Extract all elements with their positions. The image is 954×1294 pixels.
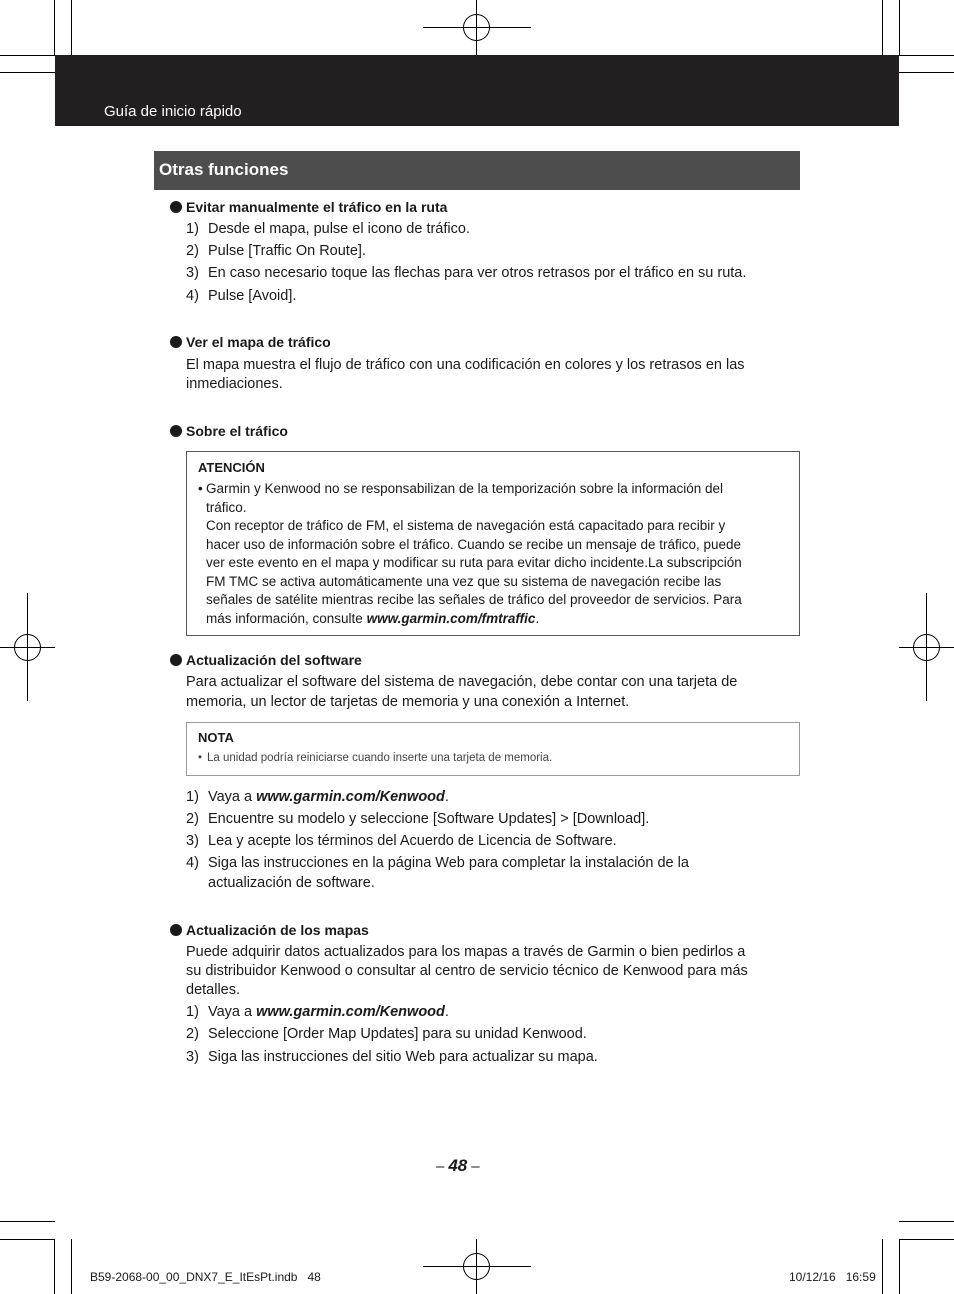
crop-mark — [882, 0, 883, 55]
page-dash: – — [471, 1157, 480, 1175]
step-text: Seleccione [Order Map Updates] para su unidad Kenwood. — [208, 1026, 587, 1042]
heading-text: Actualización del software — [186, 652, 362, 668]
registration-circle — [913, 634, 940, 661]
step-text: En caso necesario toque las flechas para ver otros retrasos por el tráfico en su ruta. — [208, 265, 747, 281]
footer-datetime: 10/12/16 16:59 — [789, 1270, 876, 1284]
crop-mark — [899, 1239, 954, 1240]
step-text-suffix: . — [444, 789, 449, 805]
step-number: 1) — [186, 221, 199, 237]
step-item — [186, 788, 788, 808]
crop-mark — [71, 0, 72, 55]
paragraph-line: Para actualizar el software del sistema de navegación, debe contar con una tarjeta de — [186, 674, 738, 690]
bullet-dot-icon — [170, 654, 182, 666]
heading-text: Actualización de los mapas — [186, 922, 369, 938]
heading-traffic-map — [170, 334, 331, 350]
step-item — [186, 854, 788, 874]
step-number: 1) — [186, 1004, 199, 1020]
crop-mark — [0, 72, 55, 73]
page-dash: – — [436, 1157, 445, 1175]
caution-line: ver este evento en el mapa y modificar su ruta para evitar dicho incidente.La subscripción — [206, 555, 742, 570]
caution-line: señales de satélite mientras recibe las señales de tráfico del proveedor de servicios. Para — [206, 592, 742, 607]
heading-text: Ver el mapa de tráfico — [186, 334, 331, 350]
bullet-dot-icon — [170, 201, 182, 213]
step-text: Encuentre su modelo y seleccione [Software Updates] > [Download]. — [208, 811, 650, 827]
crop-mark — [0, 1239, 55, 1240]
note-title: NOTA — [198, 730, 234, 745]
step-text-continued: actualización de software. — [208, 875, 375, 891]
step-number: 4) — [186, 855, 199, 871]
caution-line: FM TMC se activa automáticamente una vez que su sistema de navegación recibe las — [206, 574, 722, 589]
step-item — [186, 810, 788, 830]
paragraph-line: detalles. — [186, 982, 241, 998]
header-title: Guía de inicio rápido — [104, 103, 242, 120]
caution-line: Garmin y Kenwood no se responsabilizan de la temporización sobre la información del — [206, 481, 724, 496]
bullet-dot-icon — [170, 924, 182, 936]
crop-mark — [899, 1239, 900, 1294]
step-number: 2) — [186, 243, 199, 259]
caution-line: Con receptor de tráfico de FM, el sistema de navegación está capacitado para recibir y — [206, 518, 726, 533]
step-text: Desde el mapa, pulse el icono de tráfico. — [208, 221, 470, 237]
caution-line: tráfico. — [206, 500, 247, 515]
step-number: 3) — [186, 265, 199, 281]
note-bullet: • — [198, 752, 203, 764]
footer-file: B59-2068-00_00_DNX7_E_ItEsPt.indb 48 — [90, 1270, 321, 1284]
bullet-dot-icon — [170, 336, 182, 348]
step-item — [186, 1025, 788, 1045]
kenwood-link[interactable]: www.garmin.com/Kenwood — [256, 1004, 445, 1020]
crop-mark — [899, 1221, 954, 1222]
crop-mark — [0, 1221, 55, 1222]
step-item — [186, 264, 788, 284]
paragraph-line: su distribuidor Kenwood o consultar al centro de servicio técnico de Kenwood para más — [186, 963, 748, 979]
step-item — [186, 1003, 788, 1023]
caution-line: hacer uso de información sobre el tráfico. Cuando se recibe un mensaje de tráfico, puede — [206, 537, 742, 552]
step-number: 4) — [186, 288, 199, 304]
step-text-prefix: Vaya a — [208, 1004, 257, 1020]
page-number — [436, 1156, 480, 1176]
crop-mark — [899, 72, 954, 73]
note-box — [186, 722, 800, 776]
crop-mark — [899, 55, 954, 56]
step-item — [186, 287, 788, 307]
step-item — [186, 1048, 788, 1068]
crop-mark — [899, 0, 900, 55]
step-number: 1) — [186, 789, 199, 805]
paragraph-line: Puede adquirir datos actualizados para los mapas a través de Garmin o bien pedirlos a — [186, 944, 746, 960]
caution-title: ATENCIÓN — [198, 460, 265, 475]
crop-mark — [71, 1239, 72, 1294]
step-text: Pulse [Traffic On Route]. — [208, 243, 366, 259]
paragraph-line: inmediaciones. — [186, 376, 283, 392]
kenwood-link[interactable]: www.garmin.com/Kenwood — [256, 789, 445, 805]
step-number: 3) — [186, 833, 199, 849]
registration-circle — [463, 1253, 490, 1280]
section-title: Otras funciones — [159, 160, 289, 179]
paragraph-line: memoria, un lector de tarjetas de memoria y una conexión a Internet. — [186, 694, 630, 710]
heading-text: Evitar manualmente el tráfico en la ruta — [186, 199, 448, 215]
step-text — [208, 788, 788, 808]
step-number: 2) — [186, 811, 199, 827]
heading-text: Sobre el tráfico — [186, 423, 288, 439]
step-text: Pulse [Avoid]. — [208, 288, 297, 304]
page-number-value: 48 — [448, 1156, 468, 1175]
step-item — [186, 832, 788, 852]
crop-mark — [54, 0, 55, 55]
step-text-prefix: Vaya a — [208, 789, 257, 805]
caution-text: más información, consulte — [206, 611, 367, 626]
crop-mark — [54, 1239, 55, 1294]
step-text: Lea y acepte los términos del Acuerdo de Licencia de Software. — [208, 833, 617, 849]
registration-circle — [14, 634, 41, 661]
step-text-suffix: . — [444, 1004, 449, 1020]
step-item — [186, 242, 788, 262]
step-number: 3) — [186, 1049, 199, 1065]
caution-bullet: • — [198, 481, 203, 496]
heading-traffic-about — [170, 423, 288, 439]
step-number: 2) — [186, 1026, 199, 1042]
registration-circle — [463, 14, 490, 41]
step-item — [186, 220, 788, 240]
bullet-dot-icon — [170, 425, 182, 437]
caution-text: . — [535, 611, 540, 626]
caution-line-last — [206, 610, 539, 629]
heading-traffic-avoid — [170, 199, 447, 215]
step-text: Siga las instrucciones en la página Web para completar la instalación de la — [208, 855, 689, 871]
crop-mark — [0, 55, 55, 56]
heading-maps — [170, 922, 369, 938]
note-text: La unidad podría reiniciarse cuando inserte una tarjeta de memoria. — [207, 752, 553, 764]
heading-software — [170, 652, 362, 668]
fmtraffic-link[interactable]: www.garmin.com/fmtraffic — [366, 611, 536, 626]
step-text: Siga las instrucciones del sitio Web para actualizar su mapa. — [208, 1049, 598, 1065]
crop-mark — [882, 1239, 883, 1294]
paragraph-line: El mapa muestra el flujo de tráfico con una codificación en colores y los retrasos en las — [186, 357, 745, 373]
step-text — [208, 1003, 788, 1023]
